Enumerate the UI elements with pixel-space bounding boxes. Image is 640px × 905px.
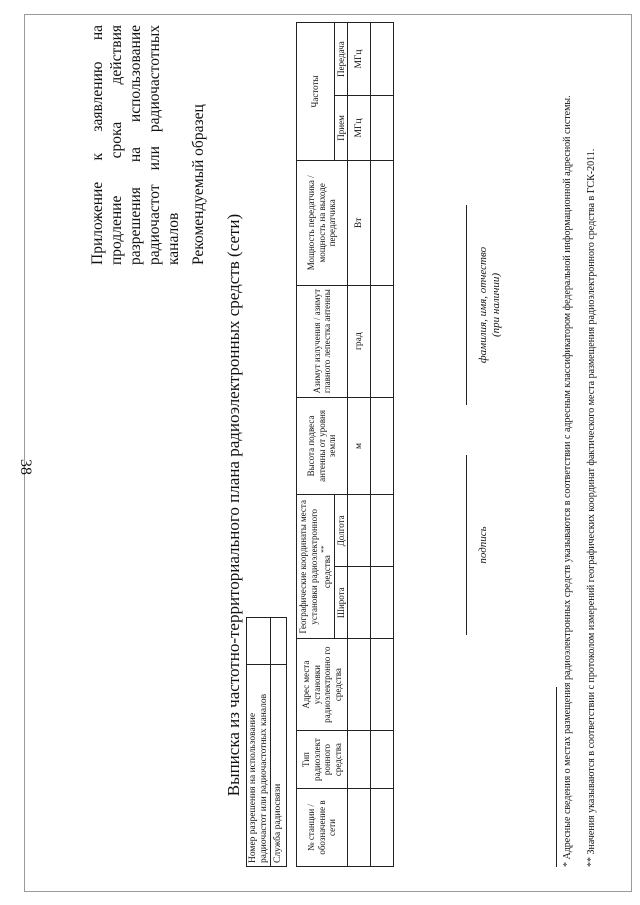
radio-service-value — [271, 618, 287, 665]
document-title: Выписка из частотно-территориального плана радиоэлектронных средств (сети) — [224, 213, 243, 797]
permit-table — [246, 617, 287, 867]
coords-footnote-mark: ** — [319, 545, 328, 553]
permit-row — [247, 618, 271, 867]
unit-azimuth: град — [348, 285, 371, 397]
table-cell — [371, 567, 394, 639]
unit-latitude — [348, 567, 371, 639]
unit-address — [348, 639, 371, 731]
coords-label: Географические координаты места установки радиоэлектронного средства — [298, 500, 332, 634]
table-cell — [371, 285, 394, 397]
signature-label: подпись — [477, 526, 489, 564]
footnote-coordinates: ** Значения указываются в соответствии с протоколом измерений географических координат фактического места размещения радиоэлектронного средства в ГСК-2011. — [586, 148, 597, 867]
empty-data-row — [371, 23, 394, 867]
col-azimuth: Азимут излучения / азимут главного лепестка антенны — [297, 285, 348, 397]
service-row — [271, 618, 287, 867]
full-name-note: (при наличии) — [490, 272, 502, 338]
unit-tx: МГц — [348, 23, 371, 96]
table-cell — [371, 789, 394, 867]
col-frequencies: Частоты — [297, 23, 335, 161]
table-cell — [371, 23, 394, 96]
signature-line — [466, 455, 467, 635]
col-station: № станции / обозначение в сети — [297, 789, 348, 867]
col-latitude: Широта — [334, 567, 348, 639]
unit-longitude — [348, 495, 371, 567]
full-name-line — [466, 205, 467, 405]
table-cell — [371, 731, 394, 789]
col-tx: Передача — [334, 23, 348, 96]
table-cell — [371, 160, 394, 285]
table-cell — [371, 96, 394, 161]
table-cell — [371, 639, 394, 731]
units-row — [348, 23, 371, 867]
frequency-plan-table — [296, 22, 394, 867]
sample-label: Рекомендуемый образец — [190, 104, 207, 265]
full-name-label: фамилия, имя, отчество — [477, 246, 489, 364]
appendix-note: Приложение к заявлению на продление срока действия разрешения на использование радиочастот или радиочастотных каналов — [89, 25, 182, 265]
unit-height: м — [348, 397, 371, 495]
col-type: Тип радиоэлект ронного средства — [297, 731, 348, 789]
signature-block — [466, 455, 489, 635]
unit-station — [348, 789, 371, 867]
col-address: Адрес места установки радиоэлектронно го средства — [297, 639, 348, 731]
unit-power: Вт — [348, 160, 371, 285]
col-rx: Прием — [334, 96, 348, 161]
rotated-page-content — [48, 15, 608, 875]
col-height: Высота подвеса антенны от уровня земли — [297, 397, 348, 495]
col-power: Мощность передатчика / мощность на выходе передатчика — [297, 160, 348, 285]
footnote-address: * Адресные сведения о местах размещения радиоэлектронных средств указываются в соответствии с адресным классификатором федеральной информационной адресной системы. — [562, 95, 573, 867]
col-longitude: Долгота — [334, 495, 348, 567]
full-name-block — [466, 205, 503, 405]
permit-number-value — [247, 618, 271, 665]
table-cell — [371, 495, 394, 567]
permit-number-label: Номер разрешения на использование радиочастот или радиочастотных каналов — [247, 665, 271, 867]
radio-service-label: Служба радиосвязи — [271, 665, 287, 867]
page-number: 38 — [17, 459, 34, 475]
footnote-separator — [556, 687, 557, 867]
header-row — [297, 23, 335, 867]
table-cell — [371, 397, 394, 495]
unit-type — [348, 731, 371, 789]
unit-rx: МГц — [348, 96, 371, 161]
col-coords — [297, 495, 335, 639]
